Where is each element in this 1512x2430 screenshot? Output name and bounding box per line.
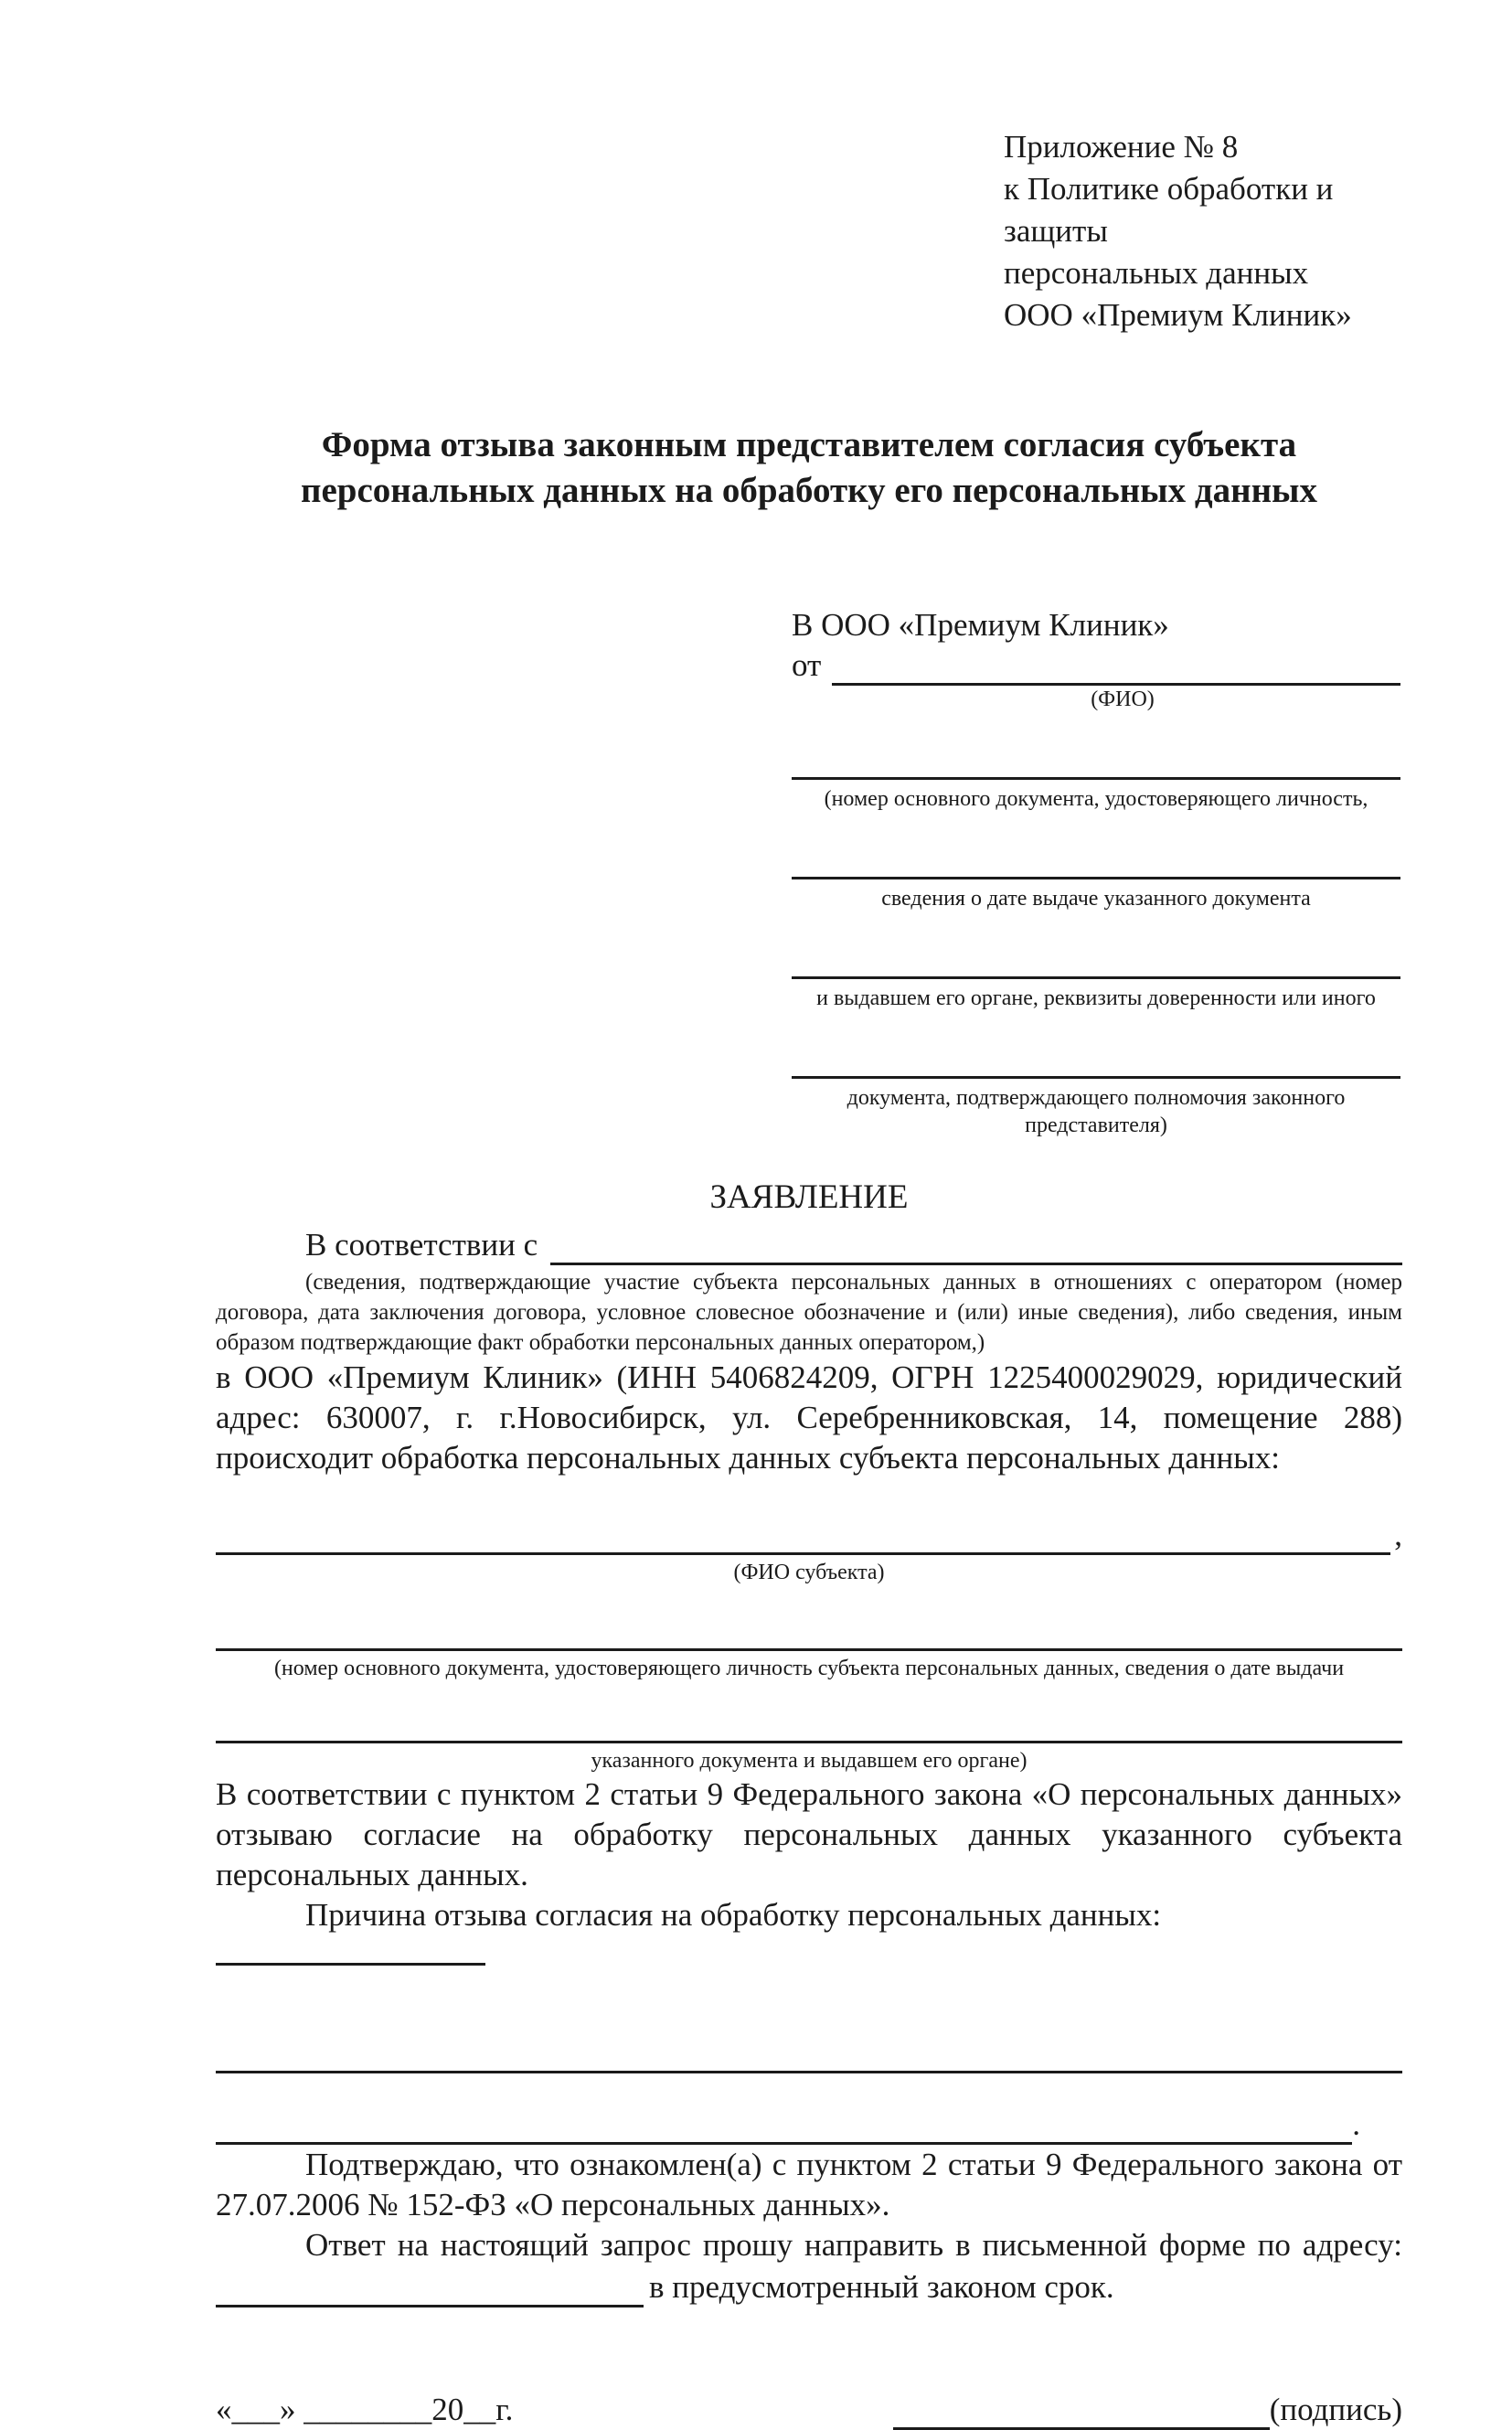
date-line: «___» ________20__г. [216, 2392, 514, 2427]
addressee-field [792, 940, 1400, 1012]
accordance-blank [550, 1263, 1402, 1265]
subject-document-blank-2 [216, 1704, 1402, 1743]
addressee-field [792, 741, 1400, 813]
signature-row [216, 2390, 1402, 2430]
appendix-header-line: персональных данных [1004, 255, 1309, 291]
appendix-header-line: к Политике обработки и защиты [1004, 171, 1334, 249]
reason-continuation-row [216, 2105, 1402, 2145]
addressee-field [792, 840, 1400, 912]
from-label: от [792, 647, 822, 683]
reply-address-blank [216, 2305, 644, 2307]
reply-tail-text: в предусмотренный законом срок. [649, 2269, 1114, 2305]
reason-label: Причина отзыва согласия на обработку персональных данных: [305, 1897, 1162, 1933]
withdrawal-paragraph: В соответствии с пунктом 2 статьи 9 Федерального закона «О персональных данных» отзываю согласие на обработку персональных данных указанного субъекта персональных данных. [216, 1776, 1402, 1892]
field-caption: и выдавшем его органе, реквизиты доверенности или иного [816, 986, 1376, 1010]
subject-fio-caption: (ФИО субъекта) [733, 1561, 885, 1584]
document-number-blank [792, 741, 1400, 780]
appendix-header-line: ООО «Премиум Клиник» [1004, 297, 1352, 333]
accordance-caption: (сведения, подтверждающие участие субъекта персональных данных в отношениях с оператором (номер договора, дата заключения договора, условное словесное обозначение и (или) иные сведения), либо сведения, иным образом подтверждающие факт обработки персональных данных оператором,) [216, 1270, 1402, 1355]
subject-document-caption-2: указанного документа и выдавшем его органе) [591, 1749, 1028, 1773]
reason-period: . [1352, 2106, 1360, 2142]
statement-heading: ЗАЯВЛЕНИЕ [709, 1178, 909, 1216]
fio-caption: (ФИО) [1091, 687, 1155, 711]
signature-caption: (подпись) [1269, 2392, 1402, 2427]
document-title [216, 422, 1402, 514]
subject-document-blank [216, 1612, 1402, 1651]
subject-fio-blank [216, 1552, 1390, 1555]
reply-address-row [216, 2267, 1402, 2307]
document-title-line1: Форма отзыва законным представителем согласия субъекта [321, 425, 1297, 464]
accordance-label: В соответствии с [305, 1227, 538, 1263]
reply-paragraph: Ответ на настоящий запрос прошу направить в письменной форме по адресу: [305, 2227, 1402, 2263]
subject-fio-row [216, 1515, 1402, 1555]
addressee-field [792, 1039, 1400, 1139]
issuing-authority-blank [792, 940, 1400, 979]
addressee-block [792, 605, 1400, 1139]
field-caption: (номер основного документа, удостоверяющего личность, [824, 787, 1368, 811]
issue-date-blank [792, 840, 1400, 879]
authority-document-blank [792, 1039, 1400, 1079]
accordance-row [216, 1225, 1402, 1265]
confirm-paragraph: Подтверждаю, что ознакомлен(а) с пунктом 2 статьи 9 Федерального закона от 27.07.2006 № 152-ФЗ «О персональных данных». [216, 2147, 1402, 2222]
subject-document-caption-1: (номер основного документа, удостоверяющего личность субъекта персональных данных, сведения о дате выдачи [273, 1657, 1345, 1680]
reason-continuation-blank [216, 2034, 1402, 2073]
signature-block [893, 2390, 1402, 2430]
operator-paragraph: в ООО «Премиум Клиник» (ИНН 5406824209, ОГРН 1225400029029, юридический адрес: 630007, г. г.Новосибирск, ул. Серебренниковская, 14, помещение 288) происходит обработка персональных данных субъекта персональных данных: [216, 1359, 1402, 1476]
appendix-header [1004, 126, 1402, 336]
field-caption: сведения о дате выдаче указанного документа [881, 887, 1311, 911]
subject-fio-comma: , [1394, 1517, 1402, 1552]
reason-line [216, 1895, 1402, 1976]
field-caption: документа, подтверждающего полномочия законного представителя) [847, 1086, 1346, 1137]
appendix-header-line: Приложение № 8 [1004, 129, 1239, 165]
document-title-line2: персональных данных на обработку его персональных данных [300, 471, 1318, 510]
reason-blank [216, 1935, 485, 1966]
addressee-to: В ООО «Премиум Клиник» [792, 607, 1169, 643]
addressee-from-row [792, 645, 1400, 686]
